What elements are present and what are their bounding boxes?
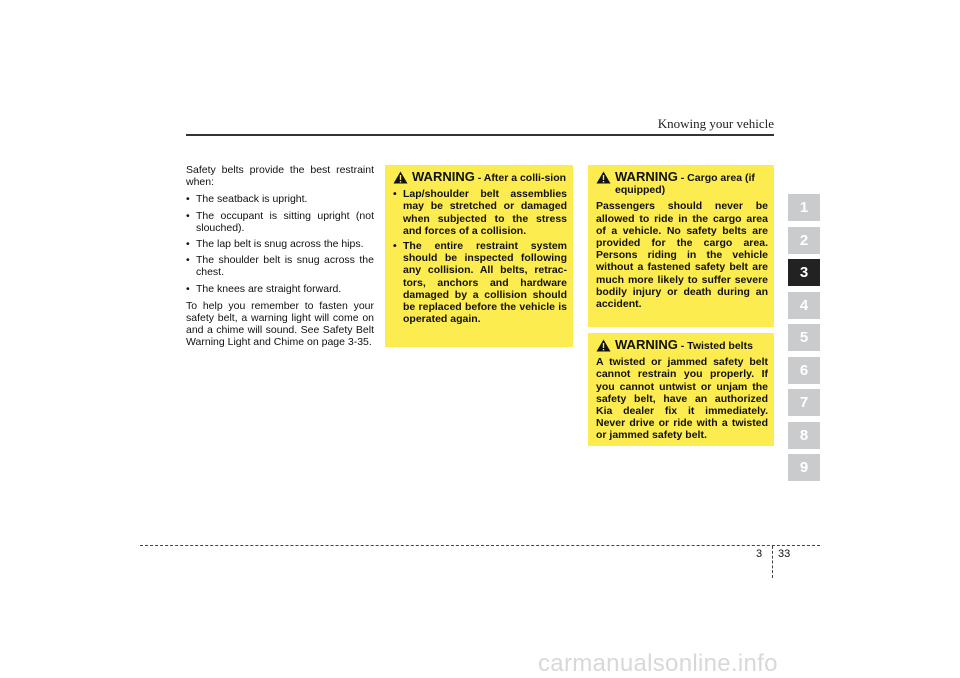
chapter-tabs [788, 194, 820, 487]
list-item: • The knees are straight forward. [186, 283, 374, 295]
page-chapter-number: 3 [756, 548, 763, 560]
list-item: • The lap belt is snug across the hips. [186, 238, 374, 250]
body-text-column [186, 164, 374, 354]
warning-word: WARNING [615, 169, 678, 184]
chapter-tab-7[interactable]: 7 [788, 389, 820, 416]
chapter-tab-6[interactable]: 6 [788, 357, 820, 384]
warning-title [596, 339, 768, 352]
header-rule [186, 134, 774, 136]
warning-text: Passengers should never be allowed to ride in the cargo area of a vehicle. No safety belts are provided for the cargo area. Persons riding in the vehicle without a fastened safety belt are much more likely to suffer severe bodily injury or death during an accident. [596, 200, 768, 311]
list-item: • The entire restraint system should be inspected following any collision. All belts, retrac-tors, anchors and hardware damaged by a collision should be replaced before the vehicle is operated again. [393, 240, 567, 325]
list-item: • The shoulder belt is snug across the chest. [186, 254, 374, 278]
warning-triangle-icon [393, 171, 408, 184]
chapter-tab-3[interactable]: 3 [788, 259, 820, 286]
header-title: Knowing your vehicle [657, 116, 774, 131]
warning-subtitle: - Cargo area (if equipped) [615, 172, 755, 197]
warning-text: A twisted or jammed safety belt cannot restrain you properly. If you cannot untwist or unjam the safety belt, have an authorized Kia dealer fix it immediately. Never drive or ride with a twisted or jammed safety belt. [596, 356, 768, 442]
list-item: • Lap/shoulder belt assemblies may be stretched or damaged when subjected to the stress and forces of a collision. [393, 188, 567, 237]
closing-paragraph: To help you remember to fasten your safety belt, a warning light will come on and a chime will sound. See Safety Belt Warning Light and Chime on page 3-35. [186, 299, 374, 349]
warning-title [393, 171, 567, 184]
chapter-tab-4[interactable]: 4 [788, 292, 820, 319]
intro-paragraph: Safety belts provide the best restraint when: [186, 164, 374, 189]
chapter-tab-5[interactable]: 5 [788, 324, 820, 351]
list-item: • The seatback is upright. [186, 193, 374, 205]
warning-triangle-icon [596, 171, 611, 184]
warning-box-cargo [588, 165, 774, 327]
warning-list [393, 188, 567, 325]
footer-divider [772, 546, 773, 578]
list-item: • The occupant is sitting upright (not slouched). [186, 210, 374, 234]
warning-subtitle: - Twisted belts [680, 340, 753, 352]
warning-triangle-icon [596, 339, 611, 352]
chapter-tab-2[interactable]: 2 [788, 227, 820, 254]
warning-title [596, 171, 768, 196]
chapter-tab-1[interactable]: 1 [788, 194, 820, 221]
warning-word: WARNING [615, 337, 678, 352]
chapter-tab-9[interactable]: 9 [788, 454, 820, 481]
chapter-tab-8[interactable]: 8 [788, 422, 820, 449]
footer-rule [140, 545, 820, 546]
page-number: 33 [778, 548, 791, 560]
conditions-list [186, 193, 374, 294]
warning-box-twisted [588, 333, 774, 446]
warning-word: WARNING [412, 169, 475, 184]
watermark: carmanualsonline.info [538, 650, 778, 677]
warning-subtitle: - After a colli-sion [477, 172, 567, 184]
warning-box-collision [385, 165, 573, 347]
